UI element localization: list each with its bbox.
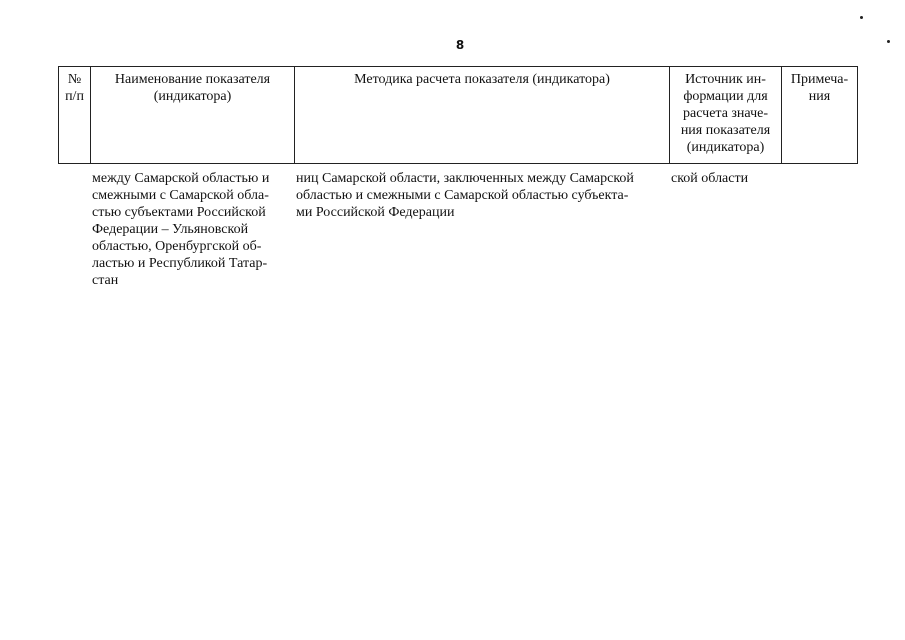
header-cell-method: Методика расчета показателя (индикатора) — [295, 67, 670, 164]
continuation-indicator-name — [92, 170, 292, 289]
header-cell-notes: Примеча- ния — [782, 67, 858, 164]
scan-speck-icon — [860, 16, 863, 19]
continuation-method — [296, 170, 668, 221]
scan-speck-icon — [887, 40, 890, 43]
table-header-row — [59, 67, 858, 164]
page-number-text: 8 — [455, 38, 465, 52]
continuation-source — [671, 170, 781, 187]
indicator-table-header — [58, 66, 858, 164]
header-cell-indicator-name: Наименование показателя (индикатора) — [91, 67, 295, 164]
method-text: ниц Самарской области, заключенных между Самарской областью и смежными с Самарской областью субъекта- ми Российской Федерации — [296, 171, 634, 220]
header-cell-number: № п/п — [59, 67, 91, 164]
header-cell-source: Источник ин- формации для расчета значе- ния показателя (индикатора) — [670, 67, 782, 164]
source-text: ской области — [671, 171, 749, 186]
page-number — [0, 38, 905, 52]
indicator-name-text: между Самарской областью и смежными с Самарской обла- стью субъектами Российской Федерации – Ульяновской областью, Оренбургской об- ластью и Республикой Татар- стан — [92, 171, 270, 288]
